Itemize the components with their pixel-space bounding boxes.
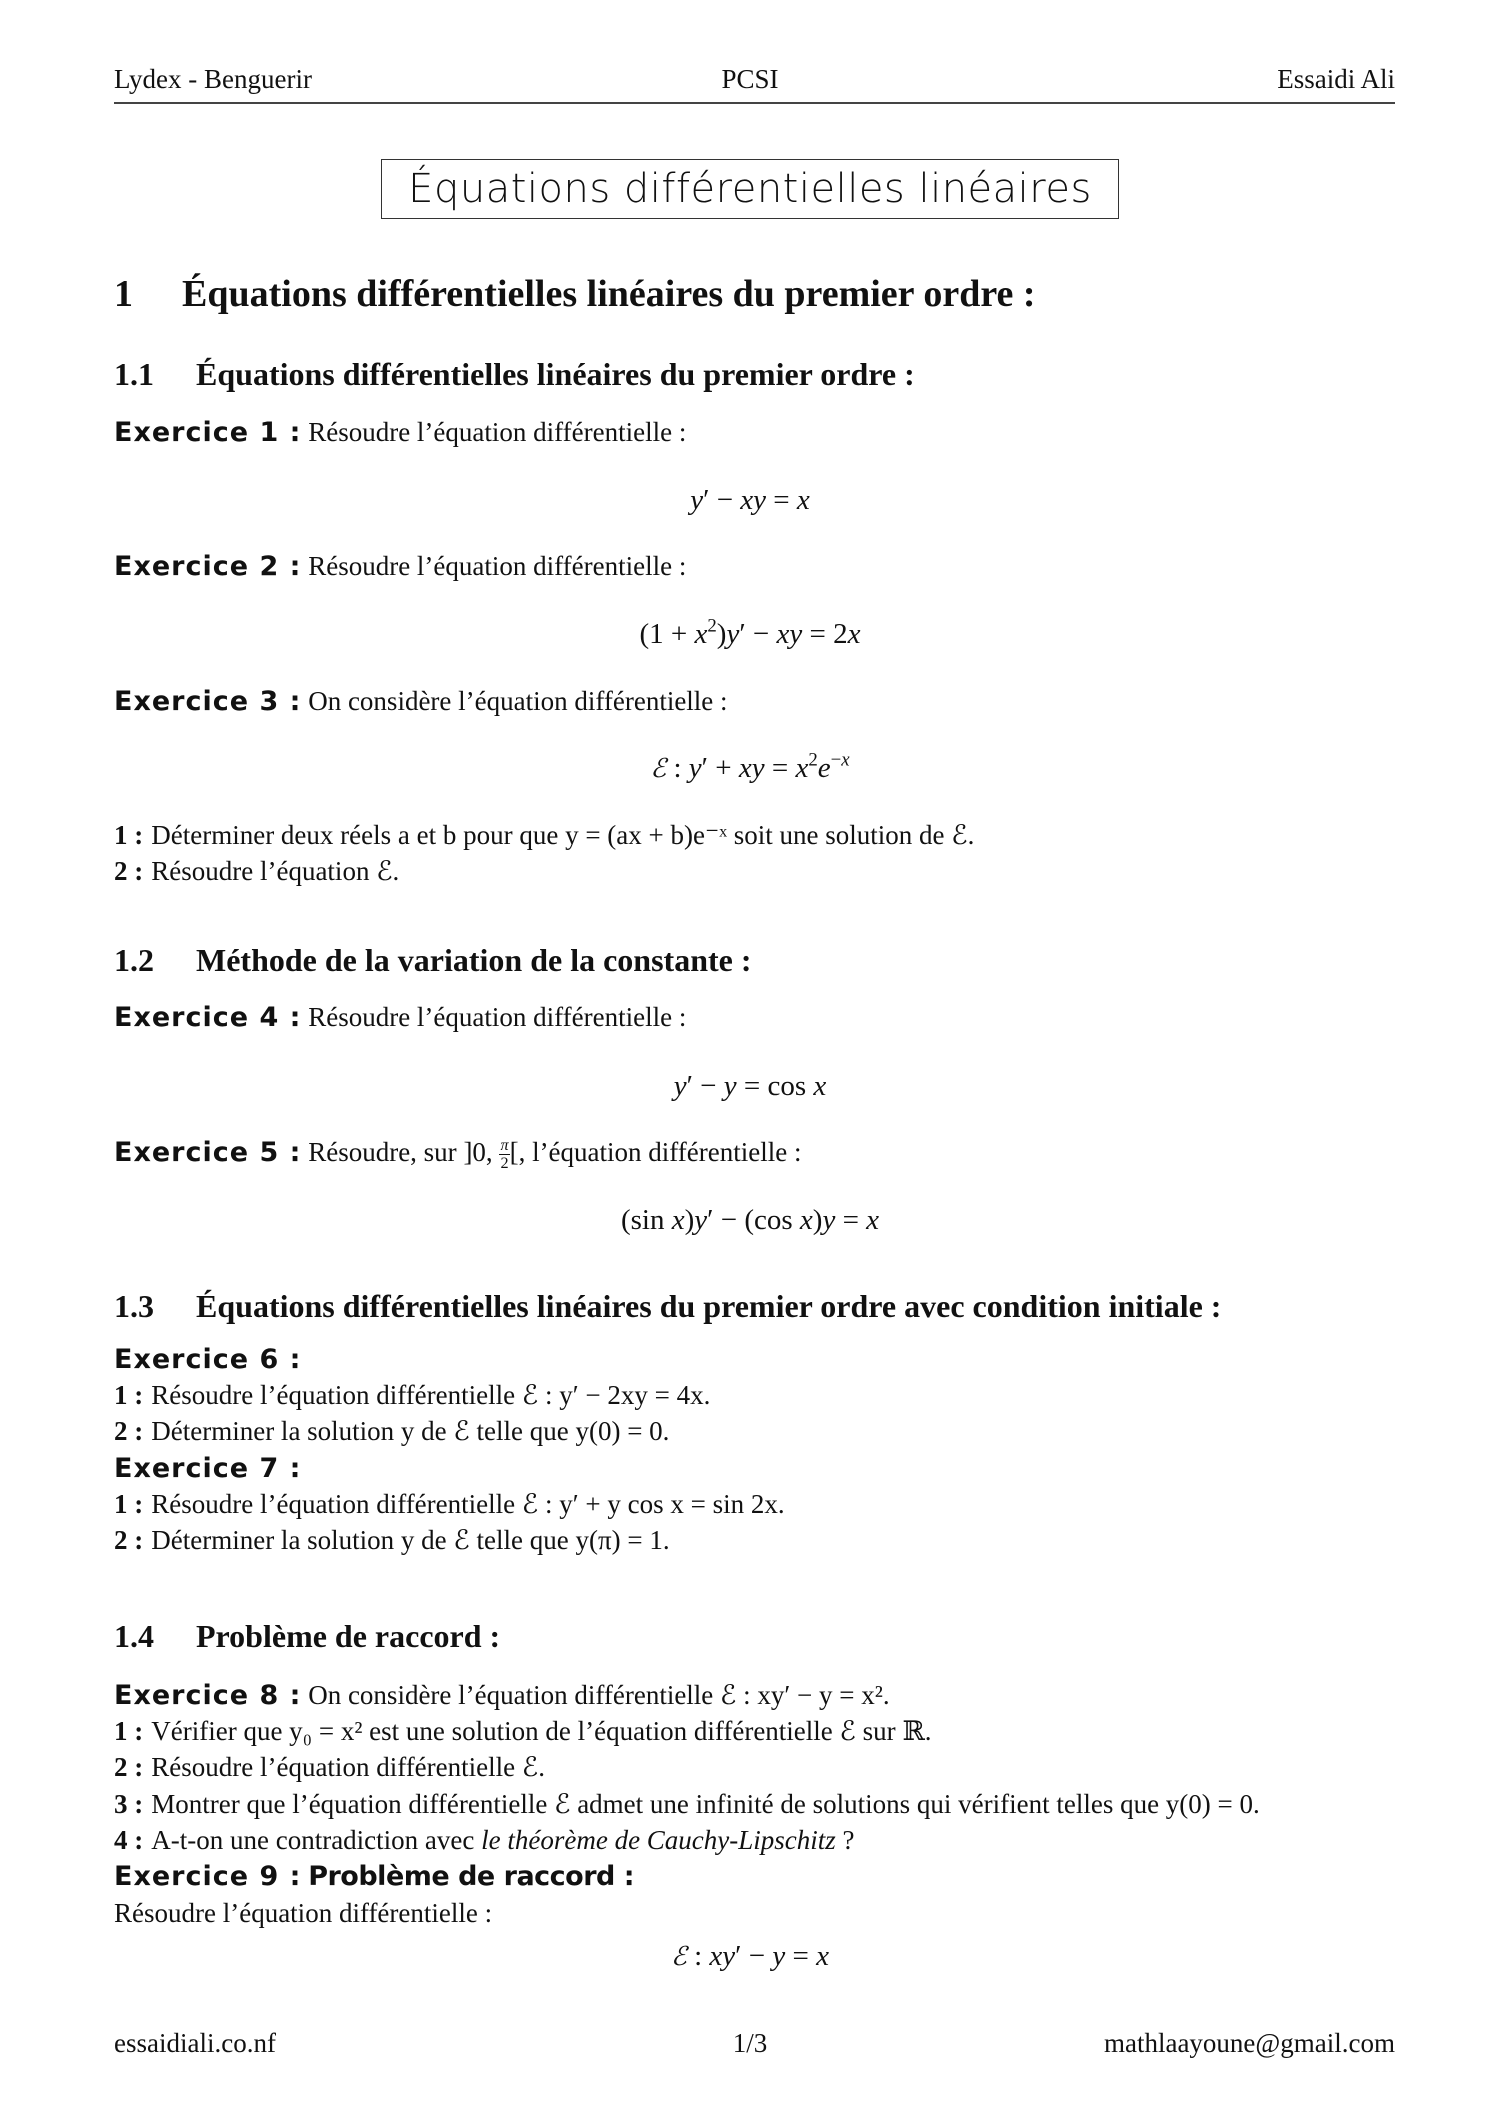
- section-title: Équations différentielles linéaires du premier ordre :: [182, 273, 1036, 315]
- exercise-8-item-1: [114, 1716, 932, 1747]
- equation-2: $(1 + x^2)y'$ − xy = 2x: [639, 615, 861, 650]
- item-text: Déterminer deux réels a et b pour que y = (ax + b)e⁻ˣ soit une solution de ℰ.: [151, 820, 975, 850]
- equation-3: ℰ : y′ + xy = $x^2e^{-x}$: [650, 749, 850, 784]
- item-number: 1 :: [114, 1489, 144, 1519]
- exercise-3-item-2: [114, 856, 399, 887]
- item-number: 1 :: [114, 820, 144, 850]
- exercise-3-item-1: [114, 820, 974, 851]
- exercise-text: Résoudre, sur: [308, 1137, 457, 1167]
- exercise-8-item-2: [114, 1752, 545, 1783]
- exercise-6-item-1: [114, 1380, 710, 1411]
- item-text: Résoudre l’équation ℰ.: [151, 856, 400, 886]
- header-rule: [114, 102, 1395, 104]
- header-author: Essaidi Ali: [1277, 64, 1395, 94]
- exercise-text-after: , l’équation différentielle :: [518, 1137, 802, 1167]
- item-text: Résoudre l’équation différentielle ℰ.: [151, 1752, 545, 1782]
- item-text: Résoudre l’équation différentielle ℰ : y′ + y cos x = sin 2x.: [151, 1489, 785, 1519]
- equation-1: y′ − xy = x: [690, 484, 810, 516]
- interval: ]0, $\frac{\pi}{2}$ [: [463, 1136, 519, 1173]
- item-text: Résoudre l’équation différentielle ℰ : y′ − 2xy = 4x.: [151, 1380, 711, 1410]
- page-number: 1/3: [732, 2028, 768, 2058]
- subsection-heading-1-2: [114, 942, 752, 979]
- exercise-6: [114, 1344, 301, 1375]
- equation-9: ℰ : xy′ − y = x: [671, 1940, 829, 1972]
- exercise-8-item-3: [114, 1789, 1260, 1820]
- exercise-3: [114, 686, 728, 717]
- subsection-title: Équations différentielles linéaires du premier ordre :: [196, 356, 915, 392]
- theorem-name: le théorème de Cauchy-Lipschitz: [481, 1825, 836, 1855]
- item-number: 3 :: [114, 1789, 144, 1819]
- subsection-title: Méthode de la variation de la constante :: [196, 942, 752, 978]
- exercise-8: [114, 1680, 890, 1711]
- exercise-text: On considère l’équation différentielle :: [308, 686, 728, 716]
- exercise-1: [114, 417, 686, 448]
- exercise-label: Exercice 7 :: [114, 1453, 302, 1484]
- exercise-text: Résoudre l’équation différentielle :: [308, 551, 687, 581]
- item-number: 2 :: [114, 1416, 144, 1446]
- header-school: Lydex - Benguerir: [114, 64, 312, 94]
- exercise-label: Exercice 1 :: [114, 417, 302, 448]
- subsection-number: 1.4: [114, 1618, 154, 1654]
- section-heading-1: [114, 272, 1036, 316]
- section-number: 1: [114, 273, 133, 315]
- equation-5: (sin x)y′ − (cos x)y = x: [620, 1204, 880, 1236]
- item-number: 2 :: [114, 1752, 144, 1782]
- subsection-number: 1.3: [114, 1288, 154, 1324]
- exercise-text: Résoudre l’équation différentielle :: [308, 1002, 687, 1032]
- header-class: PCSI: [721, 64, 779, 94]
- exercise-text: Résoudre l’équation différentielle :: [308, 417, 687, 447]
- equation-4: y′ − y = cos x: [673, 1070, 827, 1102]
- exercise-4: [114, 1002, 686, 1033]
- item-number: 4 :: [114, 1825, 144, 1855]
- exercise-label: Exercice 8 :: [114, 1680, 302, 1711]
- exercise-text: On considère l’équation différentielle ℰ : xy′ − y = x².: [308, 1680, 890, 1710]
- exercise-6-item-2: [114, 1416, 669, 1447]
- item-number: 2 :: [114, 1525, 144, 1555]
- subsection-heading-1-1: [114, 356, 915, 393]
- exercise-label: Exercice 2 :: [114, 551, 302, 582]
- exercise-subtitle: Problème de raccord :: [308, 1861, 635, 1892]
- exercise-2: [114, 551, 686, 582]
- item-text: Montrer que l’équation différentielle ℰ admet une infinité de solutions qui vérifient telles que y(0) = 0.: [151, 1789, 1260, 1819]
- exercise-7: [114, 1453, 301, 1484]
- exercise-label: Exercice 9 :: [114, 1861, 302, 1892]
- item-text-after: ?: [835, 1825, 855, 1855]
- exercise-8-item-4: [114, 1825, 855, 1856]
- exercise-label: Exercice 4 :: [114, 1002, 302, 1033]
- subsection-title: Équations différentielles linéaires du premier ordre avec condition initiale :: [196, 1288, 1222, 1324]
- exercise-7-item-1: [114, 1489, 785, 1520]
- subsection-number: 1.2: [114, 942, 154, 978]
- item-number: 1 :: [114, 1380, 144, 1410]
- subsection-heading-1-4: [114, 1618, 500, 1655]
- footer-website: essaidiali.co.nf: [114, 2028, 276, 2058]
- exercise-9: [114, 1861, 634, 1892]
- exercise-9-text: Résoudre l’équation différentielle :: [114, 1898, 493, 1928]
- item-text: A-t-on une contradiction avec: [151, 1825, 482, 1855]
- exercise-label: Exercice 5 :: [114, 1137, 302, 1168]
- subsection-title: Problème de raccord :: [196, 1618, 501, 1654]
- exercise-7-item-2: [114, 1525, 670, 1556]
- footer-email: mathlaayoune@gmail.com: [1103, 2028, 1395, 2058]
- item-text: Vérifier que y₀ = x² est une solution de l’équation différentielle ℰ sur ℝ.: [151, 1716, 932, 1746]
- exercise-5: [114, 1137, 801, 1172]
- exercise-label: Exercice 6 :: [114, 1344, 302, 1375]
- document-title: Équations différentielles linéaires: [381, 159, 1119, 219]
- exercise-label: Exercice 3 :: [114, 686, 302, 717]
- subsection-heading-1-3: [114, 1288, 1221, 1325]
- item-number: 1 :: [114, 1716, 144, 1746]
- item-number: 2 :: [114, 856, 144, 886]
- item-text: Déterminer la solution y de ℰ telle que y(π) = 1.: [151, 1525, 670, 1555]
- subsection-number: 1.1: [114, 356, 154, 392]
- item-text: Déterminer la solution y de ℰ telle que y(0) = 0.: [151, 1416, 670, 1446]
